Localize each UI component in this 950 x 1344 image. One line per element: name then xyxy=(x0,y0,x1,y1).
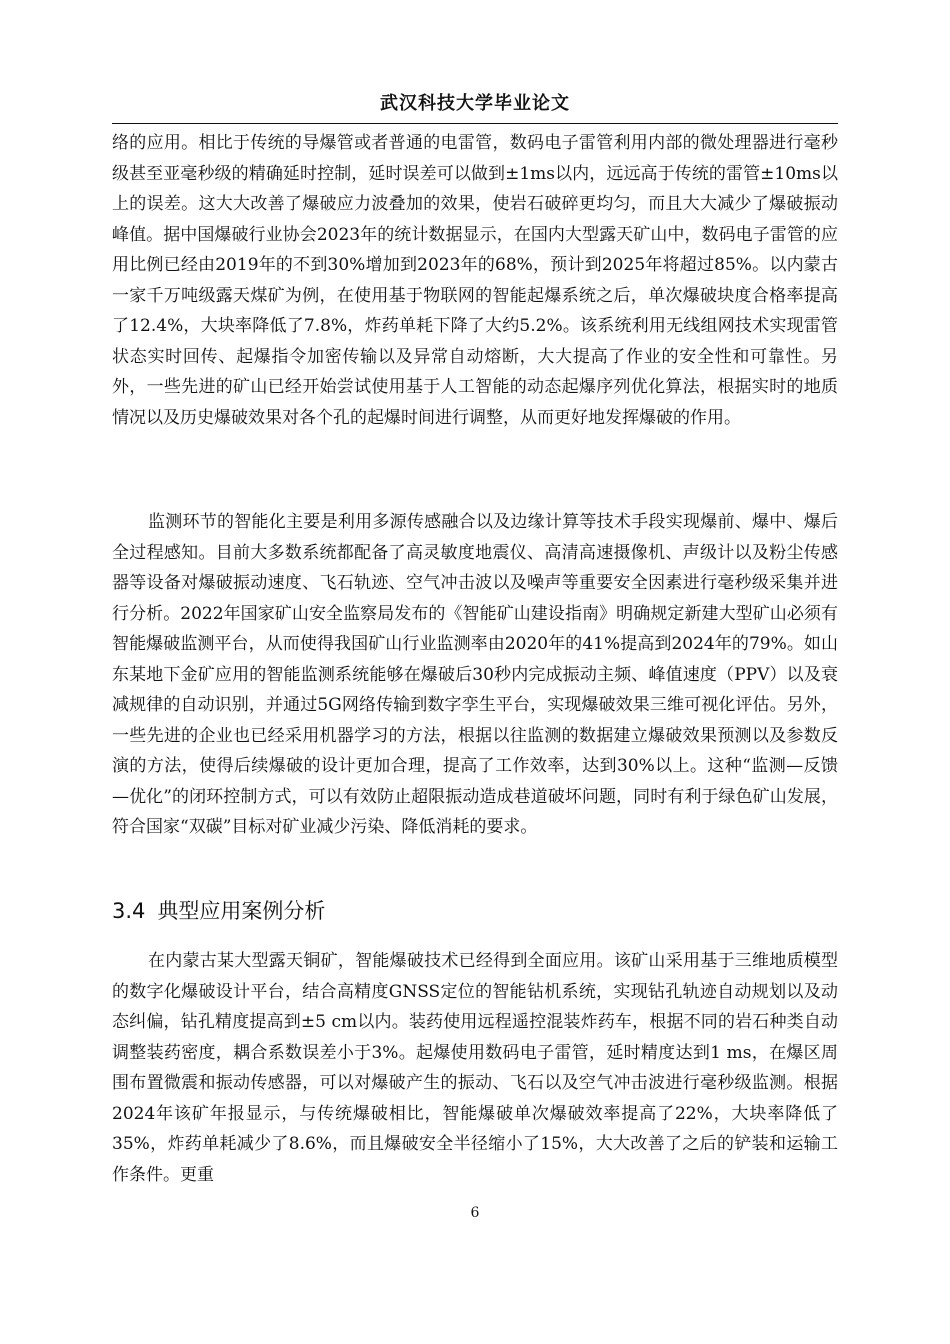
page-header-title: 武汉科技大学毕业论文 xyxy=(380,93,570,114)
section-title: 典型应用案例分析 xyxy=(157,899,326,923)
header-rule xyxy=(112,123,838,124)
section-heading xyxy=(112,896,325,926)
section-number: 3.4 xyxy=(112,899,146,923)
page-number: 6 xyxy=(470,1205,480,1221)
body-paragraph-1: 络的应用。相比于传统的导爆管或者普通的电雷管，数码电子雷管利用内部的微处理器进行毫秒级甚至亚毫秒级的精确延时控制，延时误差可以做到±1ms以内，远远高于传统的雷管±10ms以上的误差。这大大改善了爆破应力波叠加的效果，使岩石破碎更均匀，而且大大减少了爆破振动峰值。据中国爆破行业协会2023年的统计数据显示，在国内大型露天矿山中，数码电子雷管的应用比例已经由2019年的不到30%增加到2023年的68%，预计到2025年将超过85%。以内蒙古一家千万吨级露天煤矿为例，在使用基于物联网的智能起爆系统之后，单次爆破块度合格率提高了12.4%，大块率降低了7.8%，炸药单耗下降了大约5.2%。该系统利用无线组网技术实现雷管状态实时回传、起爆指令加密传输以及异常自动熔断，大大提高了作业的安全性和可靠性。另外，一些先进的矿山已经开始尝试使用基于人工智能的动态起爆序列优化算法，根据实时的地质情况以及历史爆破效果对各个孔的起爆时间进行调整，从而更好地发挥爆破的作用。 xyxy=(112,133,838,428)
body-paragraph-3: 在内蒙古某大型露天铜矿，智能爆破技术已经得到全面应用。该矿山采用基于三维地质模型的数字化爆破设计平台，结合高精度GNSS定位的智能钻机系统，实现钻孔轨迹自动规划以及动态纠偏，钻孔精度提高到±5 cm以内。装药使用远程遥控混装炸药车，根据不同的岩石种类自动调整装药密度，耦合系数误差小于3%。起爆使用数码电子雷管，延时精度达到1 ms，在爆区周围布置微震和振动传感器，可以对爆破产生的振动、飞石以及空气冲击波进行毫秒级监测。根据2024年该矿年报显示，与传统爆破相比，智能爆破单次爆破效率提高了22%，大块率降低了35%，炸药单耗减少了8.6%，而且爆破安全半径缩小了15%，大大改善了之后的铲装和运输工作条件。更重 xyxy=(112,951,838,1185)
body-paragraph-2: 监测环节的智能化主要是利用多源传感融合以及边缘计算等技术手段实现爆前、爆中、爆后全过程感知。目前大多数系统都配备了高灵敏度地震仪、高清高速摄像机、声级计以及粉尘传感器等设备对爆破振动速度、飞石轨迹、空气冲击波以及噪声等重要安全因素进行毫秒级采集并进行分析。2022年国家矿山安全监察局发布的《智能矿山建设指南》明确规定新建大型矿山必须有智能爆破监测平台，从而使得我国矿山行业监测率由2020年的41%提高到2024年的79%。如山东某地下金矿应用的智能监测系统能够在爆破后30秒内完成振动主频、峰值速度（PPV）以及衰减规律的自动识别，并通过5G网络传输到数字孪生平台，实现爆破效果三维可视化评估。另外，一些先进的企业也已经采用机器学习的方法，根据以往监测的数据建立爆破效果预测以及参数反演的方法，使得后续爆破的设计更加合理，提高了工作效率，达到30%以上。这种“监测—反馈—优化”的闭环控制方式，可以有效防止超限振动造成巷道破坏问题，同时有利于绿色矿山发展，符合国家“双碳”目标对矿业减少污染、降低消耗的要求。 xyxy=(112,512,838,837)
